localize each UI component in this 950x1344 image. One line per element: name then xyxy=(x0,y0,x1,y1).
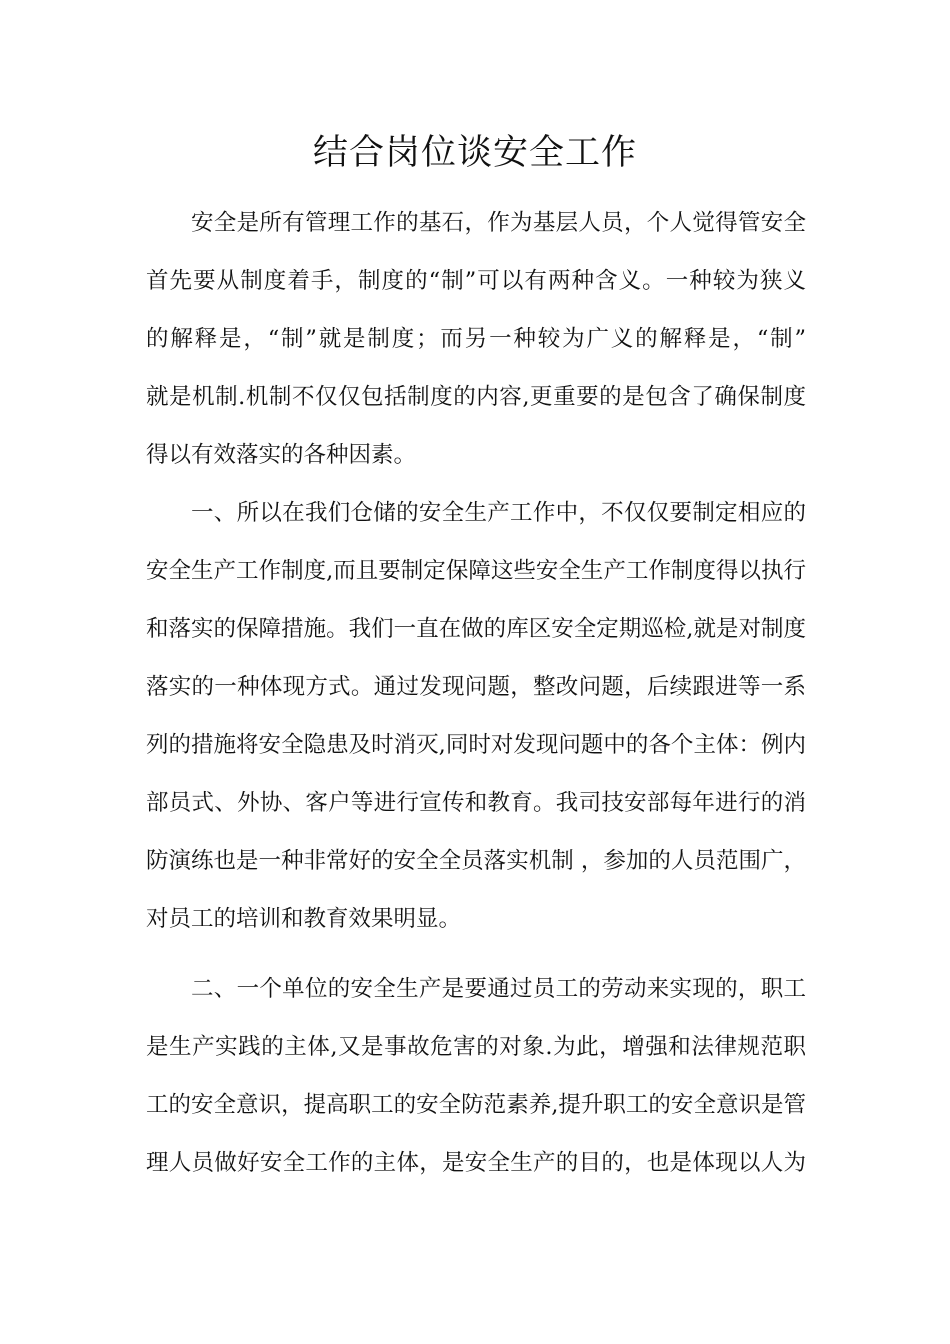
paragraph-line: 对员工的培训和教育效果明显。 xyxy=(146,906,462,932)
paragraph-line: 的解释是，“制”就是制度；而另一种较为广义的解释是，“制” xyxy=(146,326,806,352)
paragraph-line: 工的安全意识，提高职工的安全防范素养,提升职工的安全意识是管 xyxy=(146,1092,806,1118)
paragraph-line: 是生产实践的主体,又是事故危害的对象.为此，增强和法律规范职 xyxy=(146,1034,806,1060)
paragraph-line: 得以有效落实的各种因素。 xyxy=(146,442,417,468)
paragraph-line: 安全生产工作制度,而且要制定保障这些安全生产工作制度得以执行 xyxy=(146,558,806,584)
paragraph-3 xyxy=(146,967,806,1199)
paragraph-line: 一、所以在我们仓储的安全生产工作中，不仅仅要制定相应的 xyxy=(191,500,806,526)
paragraph-1 xyxy=(146,201,806,491)
paragraph-line: 防演练也是一种非常好的安全全员落实机制 ，参加的人员范围广， xyxy=(146,848,806,874)
document-title: 结合岗位谈安全工作 xyxy=(312,133,637,173)
paragraph-line: 落实的一种体现方式。通过发现问题，整改问题，后续跟进等一系 xyxy=(146,674,806,700)
paragraph-line: 部员式、外协、客户等进行宣传和教育。我司技安部每年进行的消 xyxy=(146,790,806,816)
paragraph-line: 列的措施将安全隐患及时消灭,同时对发现问题中的各个主体：例内 xyxy=(146,732,806,758)
paragraph-line: 二、一个单位的安全生产是要通过员工的劳动来实现的，职工 xyxy=(191,976,806,1002)
paragraph-line: 理人员做好安全工作的主体，是安全生产的目的，也是体现以人为 xyxy=(146,1150,806,1176)
paragraph-gap xyxy=(146,955,806,967)
paragraph-line: 首先要从制度着手，制度的“制”可以有两种含义。一种较为狭义 xyxy=(146,268,806,294)
document-body xyxy=(146,201,806,1199)
paragraph-line: 就是机制.机制不仅仅包括制度的内容,更重要的是包含了确保制度 xyxy=(146,384,806,410)
paragraph-line: 安全是所有管理工作的基石，作为基层人员，个人觉得管安全 xyxy=(191,210,806,236)
paragraph-2 xyxy=(146,491,806,955)
paragraph-line: 和落实的保障措施。我们一直在做的库区安全定期巡检,就是对制度 xyxy=(146,616,806,642)
